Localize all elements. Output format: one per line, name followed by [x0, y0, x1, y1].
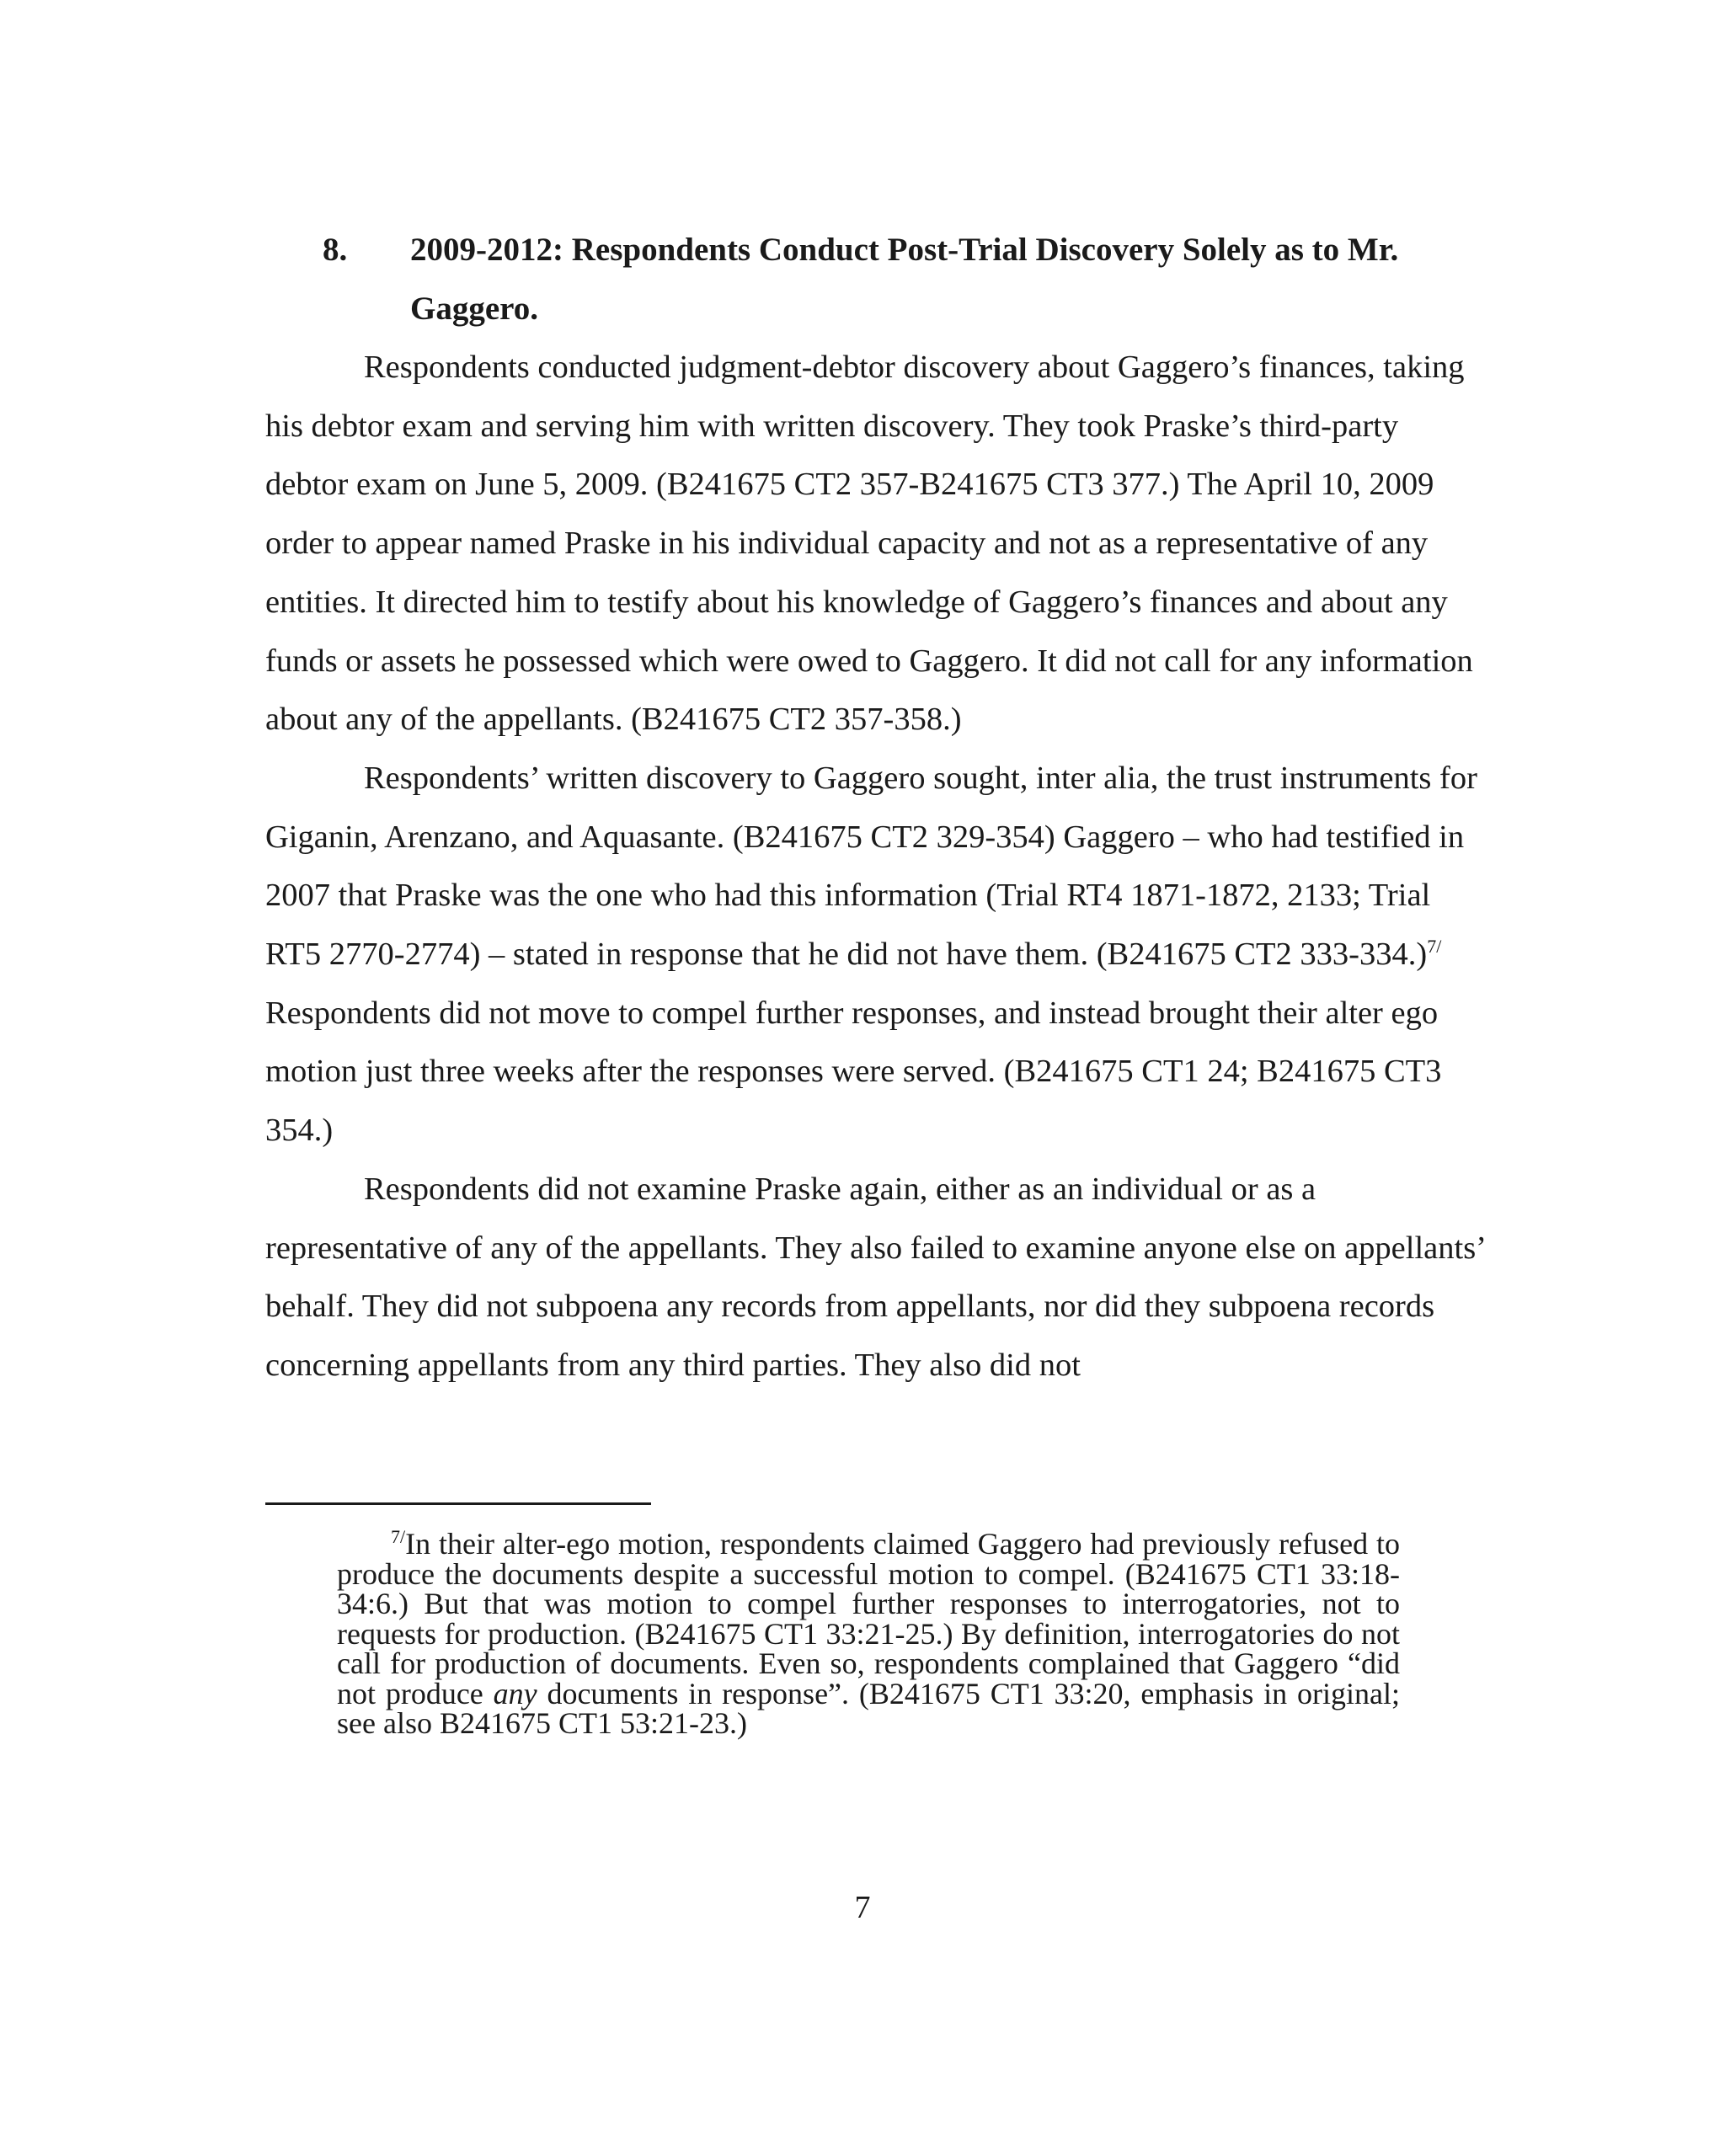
footnote-text [337, 1526, 1400, 1740]
footnote-reference: 7/ [1427, 936, 1442, 958]
paragraph-2-text-before: Respondents’ written discovery to Gaggero sought, inter alia, the trust instruments for Giganin, Arenzano, and Aquasante. (B241675 CT2 329-354) Gaggero – who had testified in 2007 that Praske was the one who had this information (Trial RT4 1871-1872, 2133; Trial RT5 2770-2774) – stated in response that he did not have them. (B241675 CT2 333-334.) [265, 760, 1477, 973]
section-title: 2009-2012: Respondents Conduct Post-Trial Discovery Solely as to Mr. Gaggero. [410, 232, 1399, 327]
paragraph-2-text-after: Respondents did not move to compel further responses, and instead brought their alter ego motion just three weeks after the responses were served. (B241675 CT1 24; B241675 CT3 354.) [265, 995, 1442, 1149]
body-text [265, 339, 1487, 1396]
paragraph-1: Respondents conducted judgment-debtor discovery about Gaggero’s finances, taking his debtor exam and serving him with written discovery. They took Praske’s third-party debtor exam on June 5, 2009. (B241675 CT2 357-B241675 CT3 377.) The April 10, 2009 order to appear named Praske in his individual capacity and not as a representative of any entities. It directed him to testify about his knowledge of Gaggero’s finances and about any funds or assets he possessed which were owed to Gaggero. It did not call for any information about any of the appellants. (B241675 CT2 357-358.) [265, 350, 1473, 738]
footnote-text-after: documents in response”. (B241675 CT1 33:20, emphasis in original; see also B241675 CT1 53:21-23.) [337, 1676, 1400, 1740]
footnote-marker: 7/ [391, 1526, 406, 1547]
section-number: 8. [323, 232, 348, 268]
footnote-text-before: In their alter-ego motion, respondents claimed Gaggero had previously refused to produce the documents despite a successful motion to compel. (B241675 CT1 33:18-34:6.) But that was motion to compel further responses to interrogatories, not to requests for production. (B241675 CT1 33:21-25.) By definition, interrogatories do not call for production of documents. Even so, respondents complained that Gaggero “did not produce [337, 1527, 1400, 1710]
page-number: 7 [854, 1890, 871, 1925]
footnote-separator [265, 1502, 651, 1505]
footnote [337, 1526, 1400, 1740]
paragraph-2 [265, 750, 1487, 1161]
footnote-emphasis: any [493, 1676, 537, 1710]
paragraph-3: Respondents did not examine Praske again, either as an individual or as a representative of any of the appellants. They also failed to examine anyone else on appellants’ behalf. They did not subpoena any records from appellants, nor did they subpoena records concerning appellants from any third parties. They also did not [265, 1171, 1485, 1383]
